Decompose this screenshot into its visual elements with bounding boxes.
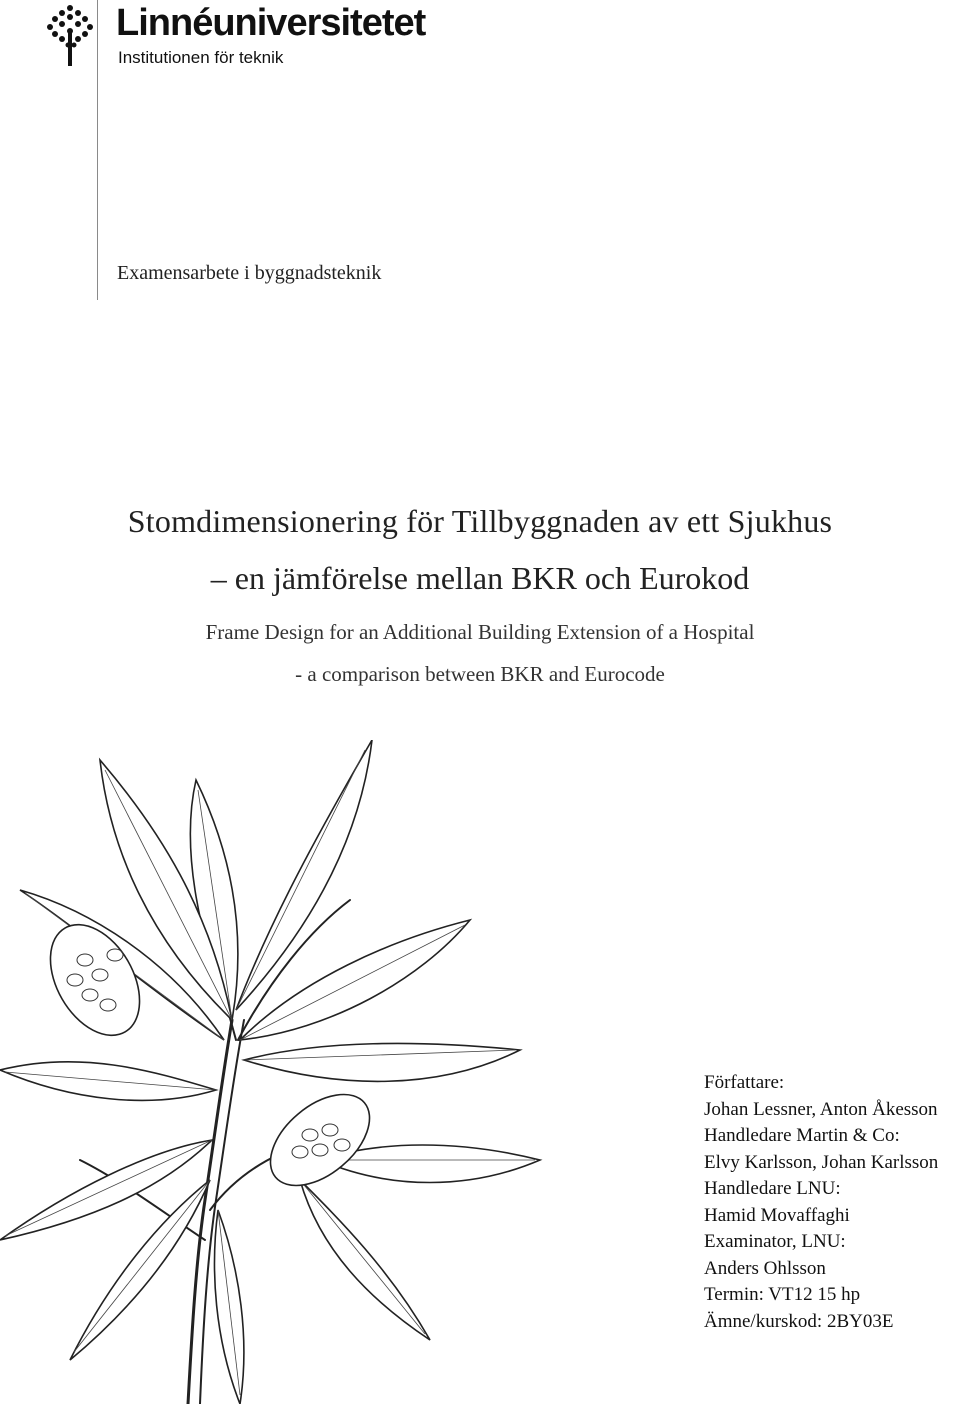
course-code: Ämne/kurskod: 2BY03E	[704, 1310, 894, 1332]
department-name: Institutionen för teknik	[118, 48, 284, 67]
authors: Johan Lessner, Anton Åkesson	[704, 1098, 938, 1120]
tree-logo-icon	[46, 4, 94, 66]
supervisor-company: Elvy Karlsson, Johan Karlsson	[704, 1151, 939, 1173]
university-logo	[46, 4, 466, 74]
title-swedish: Stomdimensionering för Tillbyggnaden av ett Sjukhus	[127, 503, 833, 539]
supervisor-lnu: Hamid Movaffaghi	[704, 1204, 850, 1226]
supervisor-lnu-label: Handledare LNU:	[704, 1178, 841, 1199]
botanical-plant-illustration	[0, 740, 560, 1404]
term: Termin: VT12 15 hp	[704, 1284, 861, 1305]
examiner: Anders Ohlsson	[704, 1257, 826, 1279]
authors-label: Författare:	[704, 1072, 785, 1093]
supervisor-company-label: Handledare Martin & Co:	[704, 1125, 900, 1146]
vertical-divider	[97, 0, 98, 300]
university-name: Linnéuniversitetet	[116, 2, 426, 44]
title-english: Frame Design for an Additional Building Extension of a Hospital	[205, 620, 755, 644]
thesis-type: Examensarbete i byggnadsteknik	[117, 262, 382, 284]
subtitle-english: - a comparison between BKR and Eurocode	[295, 662, 665, 686]
subtitle-swedish: – en jämförelse mellan BKR och Eurokod	[210, 560, 750, 596]
thesis-metadata	[704, 1070, 938, 1335]
examiner-label: Examinator, LNU:	[704, 1231, 846, 1252]
